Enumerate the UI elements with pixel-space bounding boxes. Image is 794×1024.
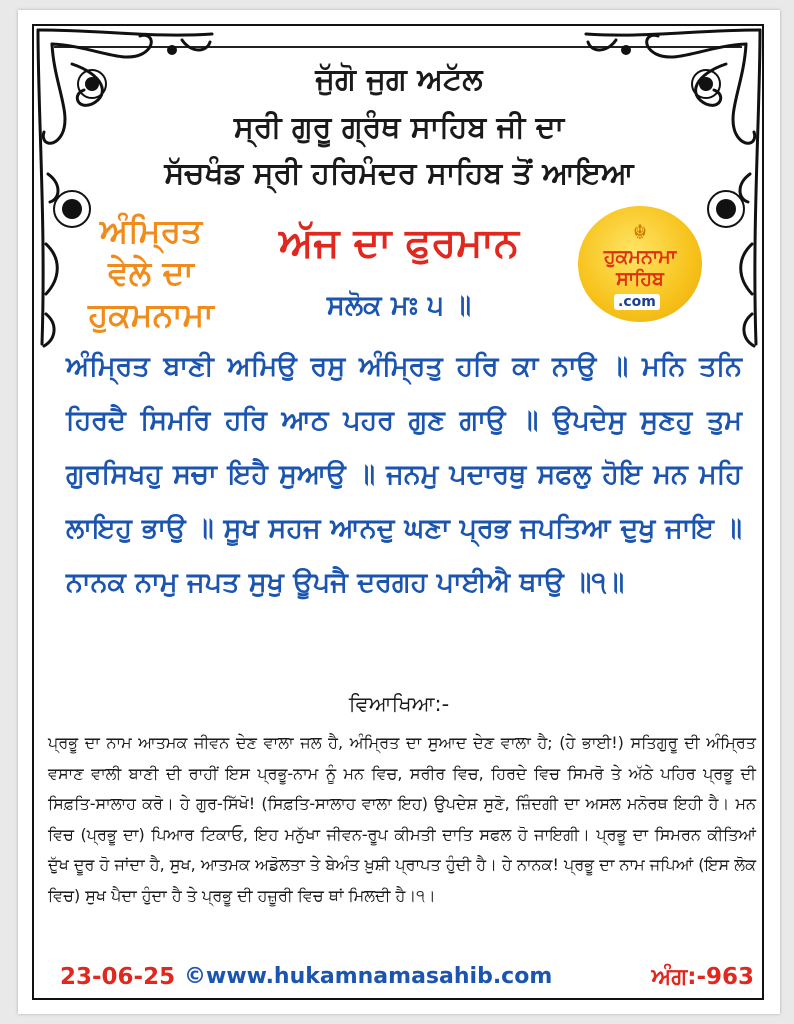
header-line-1: ਜੁੱਗੋ ਜੁਗ ਅਟੱਲ (315, 62, 483, 97)
header-line-2: ਸ੍ਰੀ ਗੁਰੂ ਗ੍ਰੰਥ ਸਾਹਿਬ ਜੀ ਦਾ (233, 110, 565, 145)
logo-text-line-2: ਸਾਹਿਬ (616, 268, 664, 290)
footer-date: 23-06-25 (60, 964, 176, 990)
khanda-icon: ☬ (632, 220, 648, 244)
logo-domain-suffix: .com (614, 294, 660, 310)
footer-ang-number: ਅੰਗ:-963 (651, 964, 754, 990)
page-title: ਅੱਜ ਦਾ ਫੁਰਮਾਨ (279, 220, 519, 266)
hukamnama-card (18, 10, 780, 1014)
footer-website-link[interactable]: ©www.hukamnamasahib.com (184, 964, 553, 989)
logo-text-line-1: ਹੁਕਮਨਾਮਾ (603, 246, 677, 268)
vyakhya-heading: ਵਿਆਖਿਆ:- (348, 692, 450, 716)
shabad-text: ਅੰਮ੍ਰਿਤ ਬਾਣੀ ਅਮਿਉ ਰਸੁ ਅੰਮ੍ਰਿਤੁ ਹਰਿ ਕਾ ਨਾਉ ॥ ਮਨਿ ਤਨਿ ਹਿਰਦੈ ਸਿਮਰਿ ਹਰਿ ਆਠ ਪਹਰ ਗੁਣ ਗਾਉ ॥ ਉਪਦੇਸੁ ਸੁਣਹੁ ਤੁਮ ਗੁਰਸਿਖਹੁ ਸਚਾ ਇਹੈ ਸੁਆਉ ॥ ਜਨਮੁ ਪਦਾਰਥੁ ਸਫਲੁ ਹੋਇ ਮਨ ਮਹਿ ਲਾਇਹੁ ਭਾਉ ॥ ਸੂਖ ਸਹਜ ਆਨਦੁ ਘਣਾ ਪ੍ਰਭ ਜਪਤਿਆ ਦੁਖੁ ਜਾਇ ॥ ਨਾਨਕ ਨਾਮੁ ਜਪਤ ਸੁਖੁ ਊਪਜੈ ਦਰਗਹ ਪਾਈਐ ਥਾਉ ॥੧॥ (66, 351, 742, 598)
footer (48, 960, 754, 1000)
amrit-vele-line-3: ਹੁਕਮਨਾਮਾ (88, 295, 214, 334)
amrit-vele-line-2: ਵੇਲੇ ਦਾ (108, 253, 194, 292)
vyakhya-text: ਪ੍ਰਭੂ ਦਾ ਨਾਮ ਆਤਮਕ ਜੀਵਨ ਦੇਣ ਵਾਲਾ ਜਲ ਹੈ, ਅੰਮ੍ਰਿਤ ਦਾ ਸੁਆਦ ਦੇਣ ਵਾਲਾ ਹੈ; (ਹੇ ਭਾਈ!) ਸਤਿਗੁਰੂ ਦੀ ਅੰਮ੍ਰਿਤ ਵਸਾਣ ਵਾਲੀ ਬਾਣੀ ਦੀ ਰਾਹੀਂ ਇਸ ਪ੍ਰਭੂ-ਨਾਮ ਨੂੰ ਮਨ ਵਿਚ, ਸਰੀਰ ਵਿਚ, ਹਿਰਦੇ ਵਿਚ ਸਿਮਰੋ ਤੇ ਅੱਠੇ ਪਹਿਰ ਪ੍ਰਭੂ ਦੀ ਸਿਫ਼ਤਿ-ਸਾਲਾਹ ਕਰੋ। ਹੇ ਗੁਰ-ਸਿੱਖੋ! (ਸਿਫ਼ਤਿ-ਸਾਲਾਹ ਵਾਲਾ ਇਹ) ਉਪਦੇਸ਼ ਸੁਣੋ, ਜ਼ਿੰਦਗੀ ਦਾ ਅਸਲ ਮਨੋਰਥ ਇਹੀ ਹੈ। ਮਨ ਵਿਚ (ਪ੍ਰਭੂ ਦਾ) ਪਿਆਰ ਟਿਕਾਓ, ਇਹ ਮਨੁੱਖਾ ਜੀਵਨ-ਰੂਪ ਕੀਮਤੀ ਦਾਤਿ ਸਫਲ ਹੋ ਜਾਇਗੀ। ਪ੍ਰਭੂ ਦਾ ਸਿਮਰਨ ਕੀਤਿਆਂ ਦੁੱਖ ਦੂਰ ਹੋ ਜਾਂਦਾ ਹੈ, ਸੁਖ, ਆਤਮਕ ਅਡੋਲਤਾ ਤੇ ਬੇਅੰਤ ਖ਼ੁਸ਼ੀ ਪ੍ਰਾਪਤ ਹੁੰਦੀ ਹੈ। ਹੇ ਨਾਨਕ! ਪ੍ਰਭੂ ਦਾ ਨਾਮ ਜਪਿਆਂ (ਇਸ ਲੋਕ ਵਿਚ) ਸੁਖ ਪੈਦਾ ਹੁੰਦਾ ਹੈ ਤੇ ਪ੍ਰਭੂ ਦੀ ਹਜ਼ੂਰੀ ਵਿਚ ਥਾਂ ਮਿਲਦੀ ਹੈ।੧। (48, 733, 756, 905)
salok-heading: ਸਲੋਕ ਮਃ ੫ ॥ (326, 290, 472, 321)
header-line-3: ਸੱਚਖੰਡ ਸ੍ਰੀ ਹਰਿਮੰਦਰ ਸਾਹਿਬ ਤੋਂ ਆਇਆ (164, 156, 634, 191)
amrit-vele-line-1: ਅੰਮ੍ਰਿਤ (99, 211, 203, 250)
